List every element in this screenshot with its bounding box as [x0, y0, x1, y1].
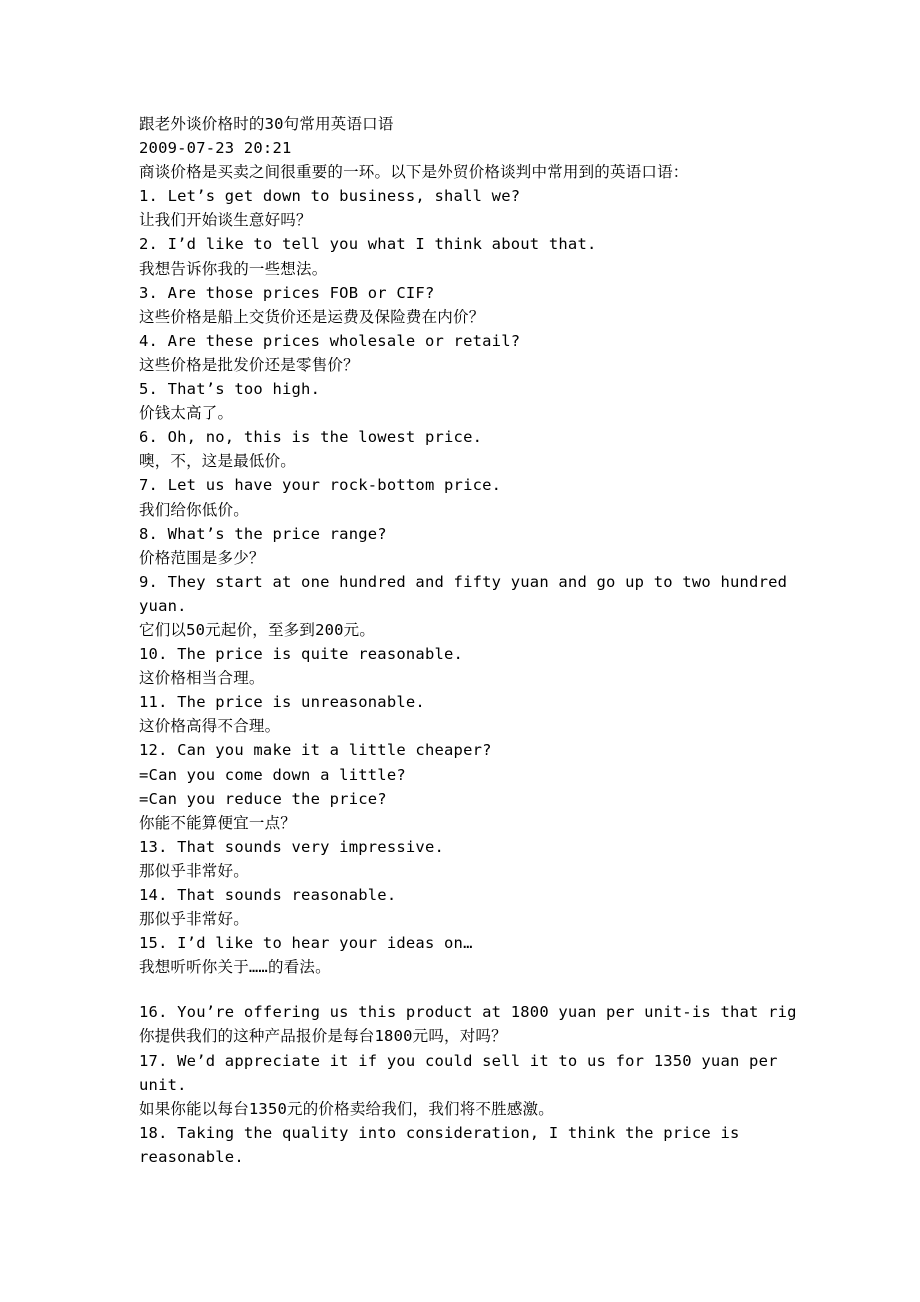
paragraph-spacer — [139, 979, 799, 1000]
phrase-en: 17. We’d appreciate it if you could sell it to us for 1350 yuan per unit. — [139, 1051, 778, 1094]
phrase-en: 2. I’d like to tell you what I think about that. — [139, 235, 597, 254]
phrase-zh: 价钱太高了。 — [139, 404, 234, 423]
phrase-en: 9. They start at one hundred and fifty yuan and go up to two hundred yuan. — [139, 572, 788, 615]
phrase-zh: 让我们开始谈生意好吗？ — [139, 211, 312, 230]
document-body — [139, 112, 799, 1169]
document-datetime: 2009-07-23 20:21 — [139, 139, 292, 158]
phrase-en: 6. Oh, no, this is the lowest price. — [139, 428, 483, 447]
phrase-zh: 你能不能算便宜一点？ — [139, 813, 297, 832]
phrase-zh: 噢，不，这是最低价。 — [139, 452, 297, 471]
phrase-en: 12. Can you make it a little cheaper? — [139, 741, 492, 760]
phrase-en: 10. The price is quite reasonable. — [139, 645, 464, 664]
phrase-alt: =Can you come down a little? — [139, 765, 406, 784]
phrase-en: 13. That sounds very impressive. — [139, 837, 445, 856]
phrase-zh: 这些价格是船上交货价还是运费及保险费在内价？ — [139, 307, 485, 326]
phrase-zh: 这些价格是批发价还是零售价？ — [139, 355, 359, 374]
phrase-en: 18. Taking the quality into consideration, I think the price is reasonable. — [139, 1123, 740, 1166]
phrase-zh: 这价格高得不合理。 — [139, 717, 281, 736]
phrase-zh: 那似乎非常好。 — [139, 861, 249, 880]
phrase-en: 15. I’d like to hear your ideas on… — [139, 934, 473, 953]
phrase-zh: 我想听听你关于……的看法。 — [139, 958, 331, 977]
phrase-zh: 我们给你低价。 — [139, 500, 249, 519]
phrase-en: 3. Are those prices FOB or CIF? — [139, 283, 435, 302]
phrase-zh: 如果你能以每台1350元的价格卖给我们，我们将不胜感激。 — [139, 1099, 554, 1118]
phrase-en: 1. Let’s get down to business, shall we? — [139, 187, 521, 206]
phrase-en: 11. The price is unreasonable. — [139, 693, 425, 712]
phrase-en: 5. That’s too high. — [139, 380, 321, 399]
phrase-zh: 我想告诉你我的一些想法。 — [139, 259, 328, 278]
phrase-zh: 它们以50元起价，至多到200元。 — [139, 620, 376, 639]
phrase-en: 4. Are these prices wholesale or retail? — [139, 331, 521, 350]
phrase-zh: 这价格相当合理。 — [139, 669, 265, 688]
phrase-zh: 那似乎非常好。 — [139, 910, 249, 929]
phrase-en: 16. You’re offering us this product at 1800 yuan per unit-is that rig — [139, 1003, 797, 1022]
document-intro: 商谈价格是买卖之间很重要的一环。以下是外贸价格谈判中常用到的英语口语： — [139, 163, 689, 182]
phrase-en: 7. Let us have your rock-bottom price. — [139, 476, 502, 495]
phrase-alt: =Can you reduce the price? — [139, 789, 387, 808]
phrase-zh: 你提供我们的这种产品报价是每台1800元吗，对吗？ — [139, 1027, 507, 1046]
document-title: 跟老外谈价格时的30句常用英语口语 — [139, 115, 394, 133]
phrase-en: 14. That sounds reasonable. — [139, 886, 397, 904]
phrase-en: 8. What’s the price range? — [139, 524, 387, 543]
phrase-zh: 价格范围是多少？ — [139, 548, 265, 567]
